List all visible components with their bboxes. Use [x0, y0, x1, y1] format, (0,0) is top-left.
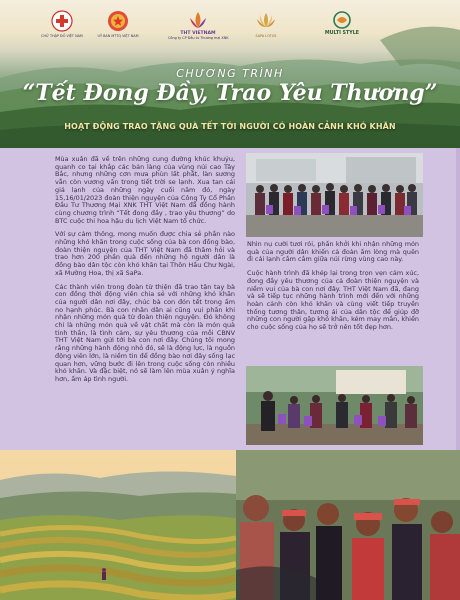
front-emblem-icon: [107, 10, 129, 32]
logo-multistyle: [312, 10, 372, 36]
partner-logos: [0, 10, 460, 54]
logo-tht-vietnam: [168, 10, 228, 40]
logo-red-cross: [32, 10, 92, 38]
lotus-logo-icon: [253, 10, 279, 32]
photo-volunteers-group: [246, 153, 423, 237]
photo-rice-terraces: [0, 450, 236, 600]
logo-fatherland-front: [88, 10, 148, 38]
photo-ethnic-children: [236, 450, 460, 600]
article-paragraph: Với sự cảm thông, mong muốn được chia sẻ phần nào những khó khăn trong cuộc sống của bà con đồng bào, đoàn thiện nguyện của THT Việt Nam đã thăm hỏi và trao hơn 200 phần quà đến những hộ người dân là đồng bào dân tộc còn khó khăn tại Thôn Hầu Chư Ngài, xã Mường Hoa, thị xã SaPa.: [55, 230, 235, 277]
logo-caption: SAPA LOTUS: [255, 34, 277, 38]
article-paragraph: Mùa xuân đã về trên những cung đường khúc khuỷu, quanh co tại khắp các bản làng của vùng núi cao Tây Bắc, nhưng những cơn mưa phùn lất phất, làn sương vẫn còn vương vấn trong tiết trời se lạnh. Xua tan cái giá lạnh của những ngày cuối năm đó, ngày 15,16/01/2023 đoàn thiện nguyện của Công Ty Cổ Phần Đầu Tư Thương Mại XNK THT Việt Nam đã đồng hành cùng chương trình “Tết đong đầy , trao yêu thương” do BTC cuộc thi hoa hậu du lịch Việt Nam tổ chức.: [55, 155, 235, 225]
logo-lotus: [236, 10, 296, 38]
article-paragraph: Cuộc hành trình đã khép lại trong trọn vẹn cảm xúc, đong đầy yêu thương của cả đoàn thiện nguyện và niềm vui của bà con nơi đây. THT Việt Nam đã, đang và sẽ tiếp tục những hành trình mới đến với những hoàn cảnh còn khó khăn và cùng viết tiếp truyền thống tương thân, tương ái của dân tộc để giúp đỡ những con người gặp khó khăn, kém may mắn, khiến cho cuộc sống của họ sẽ trở nên tốt đẹp hơn.: [247, 269, 419, 332]
logo-caption: Công ty CP Đầu tư Thương mại XNK: [168, 36, 229, 40]
article-paragraph: Các thành viên trong đoàn từ thiện đã trao tận tay bà con đồng thời động viên chia sẻ với những khó khăn của người dân nơi đây, chúc bà con đón tết trong ấm no hạnh phúc. Bà con nhân dân ai cũng vui phấn khi nhận những món quà từ đoàn thiện nguyện. Đó không chỉ là những món quà về vật chất mà còn là món quà tinh thần, là tình cảm, sự yêu thương của mỗi CBNV THT Việt Nam gửi tới bà con nơi đây. Chúng tôi mong rằng những hành động nhỏ đó, sẽ là động lực, là nguồn động viên lớn, là niềm tin để đồng bào nơi đây sống lạc quan hơn, vững bước đi lên trong cuộc sống còn nhiều khó khăn. Và đặc biệt, nó sẽ làm lên mùa xuân ý nghĩa hơn, ấm áp tình người.: [55, 282, 235, 383]
logo-caption: CHỮ THẬP ĐỎ VIỆT NAM: [41, 34, 83, 38]
program-label: CHƯƠNG TRÌNH: [176, 67, 284, 80]
article-paragraph: Nhìn nụ cười tươi rói, phấn khởi khi nhận những món quà của người dân khiến cả đoàn ấm lòng mà quên đi cái lạnh cắm cắm giữa núi rừng vùng cao này.: [247, 240, 419, 264]
tht-vietnam-logo-icon: [185, 10, 211, 30]
header-banner: [0, 0, 460, 148]
article-right-column: [247, 241, 419, 338]
logo-caption: UỶ BAN MTTQ VIỆT NAM: [97, 34, 139, 38]
page-subtitle: HOẠT ĐỘNG TRAO TẶNG QUÀ TẾT TỚI NGƯỜI CÓ HOÀN CẢNH KHÓ KHĂN: [64, 122, 396, 131]
multistyle-logo-icon: [331, 10, 353, 30]
logo-brand-text: MULTI STYLE: [324, 31, 360, 36]
logo-brand-text: THT VIETNAM: [180, 31, 216, 36]
photo-gift-handover: [246, 366, 423, 445]
article-left-column: [55, 156, 235, 390]
cross-seal-icon: [51, 10, 73, 32]
article-panel: [0, 148, 460, 450]
page-title: “Tết Đong Đầy, Trao Yêu Thương”: [22, 80, 438, 106]
